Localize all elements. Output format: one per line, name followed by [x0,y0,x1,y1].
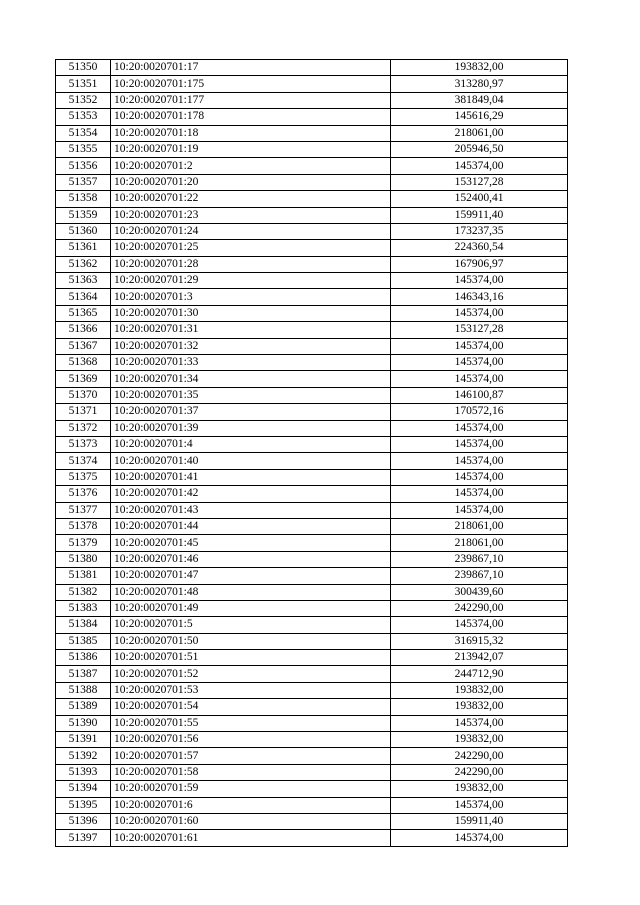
row-number-cell: 51394 [56,781,111,797]
row-number-cell: 51390 [56,715,111,731]
table-row [56,60,568,76]
cadastral-number-cell: 10:20:0020701:50 [111,633,391,649]
table-row [56,109,568,125]
cadastral-number-cell: 10:20:0020701:19 [111,141,391,157]
row-number-cell: 51397 [56,830,111,846]
cadastral-value-cell: 193832,00 [391,60,568,76]
table-row [56,813,568,829]
cadastral-number-cell: 10:20:0020701:29 [111,273,391,289]
cadastral-number-cell: 10:20:0020701:25 [111,240,391,256]
cadastral-number-cell: 10:20:0020701:60 [111,813,391,829]
cadastral-number-cell: 10:20:0020701:17 [111,60,391,76]
row-number-cell: 51392 [56,748,111,764]
cadastral-number-cell: 10:20:0020701:33 [111,355,391,371]
cadastral-value-cell: 242290,00 [391,600,568,616]
row-number-cell: 51389 [56,699,111,715]
cadastral-value-cell: 145374,00 [391,453,568,469]
cadastral-value-cell: 145374,00 [391,273,568,289]
table-row [56,76,568,92]
cadastral-value-cell: 244712,90 [391,666,568,682]
row-number-cell: 51383 [56,600,111,616]
table-row [56,584,568,600]
cadastral-value-cell: 213942,07 [391,650,568,666]
table-row [56,797,568,813]
row-number-cell: 51373 [56,436,111,452]
cadastral-number-cell: 10:20:0020701:39 [111,420,391,436]
cadastral-value-cell: 152400,41 [391,191,568,207]
table-row [56,518,568,534]
cadastral-number-cell: 10:20:0020701:18 [111,125,391,141]
row-number-cell: 51352 [56,92,111,108]
cadastral-value-cell: 205946,50 [391,141,568,157]
cadastral-number-cell: 10:20:0020701:49 [111,600,391,616]
cadastral-value-cell: 193832,00 [391,699,568,715]
cadastral-number-cell: 10:20:0020701:61 [111,830,391,846]
cadastral-number-cell: 10:20:0020701:48 [111,584,391,600]
cadastral-number-cell: 10:20:0020701:24 [111,223,391,239]
table-row [56,650,568,666]
cadastral-number-cell: 10:20:0020701:35 [111,387,391,403]
row-number-cell: 51367 [56,338,111,354]
cadastral-value-cell: 145374,00 [391,420,568,436]
table-row [56,732,568,748]
row-number-cell: 51355 [56,141,111,157]
row-number-cell: 51387 [56,666,111,682]
cadastral-number-cell: 10:20:0020701:28 [111,256,391,272]
row-number-cell: 51386 [56,650,111,666]
cadastral-number-cell: 10:20:0020701:54 [111,699,391,715]
row-number-cell: 51358 [56,191,111,207]
cadastral-number-cell: 10:20:0020701:51 [111,650,391,666]
row-number-cell: 51376 [56,486,111,502]
cadastral-number-cell: 10:20:0020701:34 [111,371,391,387]
cadastral-number-cell: 10:20:0020701:175 [111,76,391,92]
cadastral-value-cell: 145374,00 [391,617,568,633]
cadastral-number-cell: 10:20:0020701:23 [111,207,391,223]
table-row [56,387,568,403]
cadastral-number-cell: 10:20:0020701:30 [111,305,391,321]
cadastral-value-cell: 218061,00 [391,125,568,141]
cadastral-value-table [55,59,568,847]
row-number-cell: 51388 [56,682,111,698]
cadastral-number-cell: 10:20:0020701:45 [111,535,391,551]
table-row [56,764,568,780]
row-number-cell: 51391 [56,732,111,748]
cadastral-value-cell: 145374,00 [391,502,568,518]
cadastral-value-cell: 300439,60 [391,584,568,600]
row-number-cell: 51356 [56,158,111,174]
cadastral-number-cell: 10:20:0020701:57 [111,748,391,764]
table-row [56,453,568,469]
table-row [56,682,568,698]
cadastral-number-cell: 10:20:0020701:55 [111,715,391,731]
table-row [56,830,568,846]
cadastral-number-cell: 10:20:0020701:58 [111,764,391,780]
table-row [56,502,568,518]
row-number-cell: 51370 [56,387,111,403]
cadastral-value-cell: 145374,00 [391,830,568,846]
row-number-cell: 51380 [56,551,111,567]
table-row [56,633,568,649]
cadastral-value-cell: 145374,00 [391,436,568,452]
cadastral-number-cell: 10:20:0020701:2 [111,158,391,174]
row-number-cell: 51360 [56,223,111,239]
row-number-cell: 51354 [56,125,111,141]
cadastral-value-cell: 159911,40 [391,813,568,829]
cadastral-value-cell: 316915,32 [391,633,568,649]
cadastral-number-cell: 10:20:0020701:47 [111,568,391,584]
table-row [56,355,568,371]
table-row [56,158,568,174]
table-row [56,535,568,551]
table-row [56,371,568,387]
cadastral-value-cell: 173237,35 [391,223,568,239]
table-row [56,551,568,567]
table-row [56,125,568,141]
cadastral-value-cell: 146343,16 [391,289,568,305]
row-number-cell: 51365 [56,305,111,321]
table-row [56,486,568,502]
table-row [56,141,568,157]
cadastral-number-cell: 10:20:0020701:37 [111,404,391,420]
row-number-cell: 51395 [56,797,111,813]
cadastral-number-cell: 10:20:0020701:59 [111,781,391,797]
row-number-cell: 51393 [56,764,111,780]
row-number-cell: 51384 [56,617,111,633]
cadastral-value-cell: 145374,00 [391,355,568,371]
cadastral-number-cell: 10:20:0020701:43 [111,502,391,518]
cadastral-value-cell: 167906,97 [391,256,568,272]
table-row [56,568,568,584]
table-row [56,92,568,108]
cadastral-value-cell: 145616,29 [391,109,568,125]
cadastral-value-cell: 145374,00 [391,158,568,174]
row-number-cell: 51357 [56,174,111,190]
cadastral-number-cell: 10:20:0020701:41 [111,469,391,485]
cadastral-number-cell: 10:20:0020701:46 [111,551,391,567]
cadastral-value-cell: 381849,04 [391,92,568,108]
cadastral-number-cell: 10:20:0020701:44 [111,518,391,534]
cadastral-value-cell: 159911,40 [391,207,568,223]
row-number-cell: 51353 [56,109,111,125]
cadastral-value-cell: 145374,00 [391,371,568,387]
cadastral-value-cell: 145374,00 [391,305,568,321]
row-number-cell: 51382 [56,584,111,600]
table-row [56,436,568,452]
cadastral-value-cell: 313280,97 [391,76,568,92]
cadastral-value-cell: 145374,00 [391,797,568,813]
cadastral-value-cell: 145374,00 [391,469,568,485]
table-row [56,469,568,485]
cadastral-value-cell: 193832,00 [391,781,568,797]
cadastral-number-cell: 10:20:0020701:53 [111,682,391,698]
row-number-cell: 51396 [56,813,111,829]
table-row [56,666,568,682]
row-number-cell: 51385 [56,633,111,649]
table-row [56,322,568,338]
row-number-cell: 51369 [56,371,111,387]
cadastral-number-cell: 10:20:0020701:32 [111,338,391,354]
cadastral-number-cell: 10:20:0020701:56 [111,732,391,748]
cadastral-number-cell: 10:20:0020701:6 [111,797,391,813]
table-row [56,699,568,715]
cadastral-number-cell: 10:20:0020701:4 [111,436,391,452]
table-row [56,420,568,436]
row-number-cell: 51372 [56,420,111,436]
row-number-cell: 51363 [56,273,111,289]
cadastral-value-cell: 224360,54 [391,240,568,256]
row-number-cell: 51351 [56,76,111,92]
cadastral-number-cell: 10:20:0020701:40 [111,453,391,469]
row-number-cell: 51374 [56,453,111,469]
table-row [56,305,568,321]
cadastral-value-cell: 193832,00 [391,732,568,748]
row-number-cell: 51359 [56,207,111,223]
table-row [56,617,568,633]
cadastral-number-cell: 10:20:0020701:20 [111,174,391,190]
table-row [56,715,568,731]
row-number-cell: 51371 [56,404,111,420]
cadastral-value-cell: 242290,00 [391,764,568,780]
cadastral-number-cell: 10:20:0020701:22 [111,191,391,207]
table-row [56,240,568,256]
row-number-cell: 51350 [56,60,111,76]
cadastral-number-cell: 10:20:0020701:31 [111,322,391,338]
row-number-cell: 51378 [56,518,111,534]
table-row [56,781,568,797]
table-body [56,60,568,847]
table-row [56,289,568,305]
row-number-cell: 51381 [56,568,111,584]
cadastral-number-cell: 10:20:0020701:3 [111,289,391,305]
table-row [56,273,568,289]
cadastral-value-cell: 145374,00 [391,715,568,731]
table-row [56,256,568,272]
row-number-cell: 51366 [56,322,111,338]
cadastral-value-cell: 242290,00 [391,748,568,764]
cadastral-number-cell: 10:20:0020701:52 [111,666,391,682]
table-row [56,223,568,239]
cadastral-number-cell: 10:20:0020701:5 [111,617,391,633]
table-row [56,404,568,420]
cadastral-value-cell: 145374,00 [391,486,568,502]
cadastral-value-cell: 170572,16 [391,404,568,420]
row-number-cell: 51375 [56,469,111,485]
cadastral-value-cell: 239867,10 [391,568,568,584]
cadastral-value-cell: 218061,00 [391,518,568,534]
cadastral-value-cell: 193832,00 [391,682,568,698]
table-row [56,174,568,190]
cadastral-value-cell: 218061,00 [391,535,568,551]
row-number-cell: 51377 [56,502,111,518]
row-number-cell: 51361 [56,240,111,256]
cadastral-value-cell: 146100,87 [391,387,568,403]
table-row [56,191,568,207]
row-number-cell: 51368 [56,355,111,371]
cadastral-number-cell: 10:20:0020701:42 [111,486,391,502]
row-number-cell: 51362 [56,256,111,272]
table-row [56,338,568,354]
table-row [56,748,568,764]
row-number-cell: 51379 [56,535,111,551]
row-number-cell: 51364 [56,289,111,305]
cadastral-number-cell: 10:20:0020701:177 [111,92,391,108]
table-row [56,600,568,616]
cadastral-value-cell: 153127,28 [391,174,568,190]
cadastral-value-cell: 153127,28 [391,322,568,338]
table-row [56,207,568,223]
cadastral-value-cell: 145374,00 [391,338,568,354]
cadastral-number-cell: 10:20:0020701:178 [111,109,391,125]
cadastral-value-cell: 239867,10 [391,551,568,567]
